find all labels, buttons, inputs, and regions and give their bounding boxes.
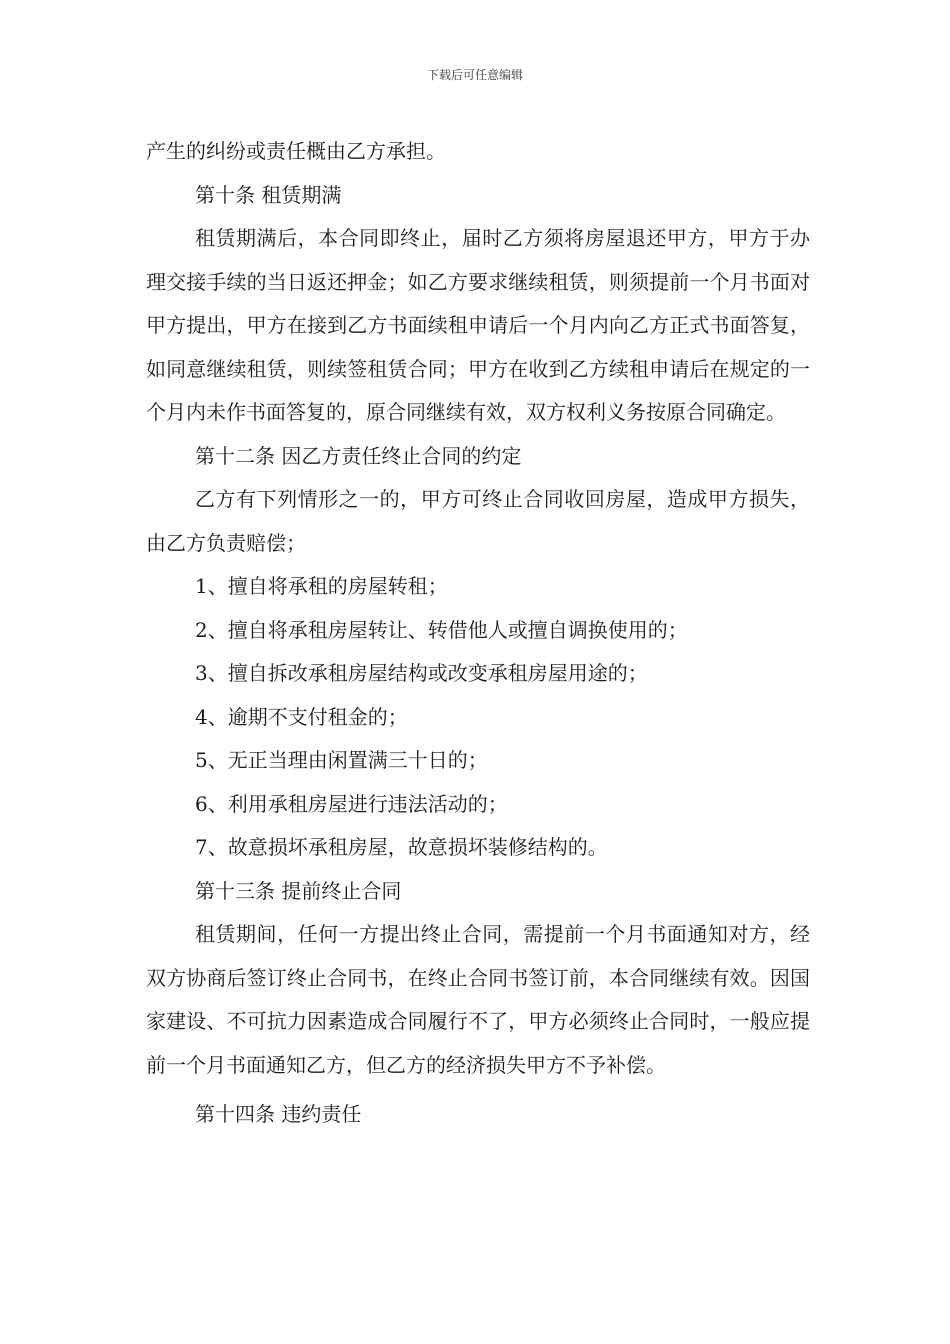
list-item: 1、擅自将承租的房屋转租； — [195, 574, 448, 598]
list-item: 4、逾期不支付租金的； — [195, 704, 408, 729]
paragraph-continuation: 产生的纠纷或责任概由乙方承担。 — [146, 139, 446, 163]
list-item: 3、擅自拆改承租房屋结构或改变承租房屋用途的； — [195, 661, 648, 685]
article-13-body: 租赁期间，任何一方提出终止合同，需提前一个月书面通知对方，经双方协商后签订终止合同书，在终止合同书签订前，本合同继续有效。因国家建设、不可抗力因素造成合同履行不了，甲方必须终止合同时，一般应提前一个月书面通知乙方，但乙方的经济损失甲方不予补偿。 — [146, 922, 810, 1077]
article-13-heading: 第十三条 提前终止合同 — [195, 878, 402, 903]
list-item: 7、故意损坏承租房屋，故意损坏装修结构的。 — [195, 835, 608, 859]
article-10-body: 租赁期满后，本合同即终止，届时乙方须将房屋退还甲方，甲方于办理交接手续的当日返还押金；如乙方要求继续租赁，则须提前一个月书面对甲方提出，甲方在接到乙方书面续租申请后一个月内向乙方正式书面答复，如同意继续租赁，则续签租赁合同；甲方在收到乙方续租申请后在规定的一个月内未作书面答复的，原合同继续有效，双方权利义务按原合同确定。 — [146, 226, 810, 424]
list-item: 2、擅自将承租房屋转让、转借他人或擅自调换使用的； — [195, 617, 688, 642]
list-item: 6、利用承租房屋进行违法活动的； — [195, 791, 508, 816]
article-10-heading: 第十条 租赁期满 — [195, 182, 342, 207]
document-body — [146, 130, 810, 1137]
article-12-heading: 第十二条 因乙方责任终止合同的约定 — [195, 443, 522, 468]
page-header: 下载后可任意编辑 — [426, 68, 523, 82]
article-14-heading: 第十四条 违约责任 — [195, 1102, 362, 1126]
list-item: 5、无正当理由闲置满三十日的； — [195, 748, 488, 772]
article-12-body: 乙方有下列情形之一的，甲方可终止合同收回房屋，造成甲方损失，由乙方负责赔偿； — [146, 487, 810, 555]
